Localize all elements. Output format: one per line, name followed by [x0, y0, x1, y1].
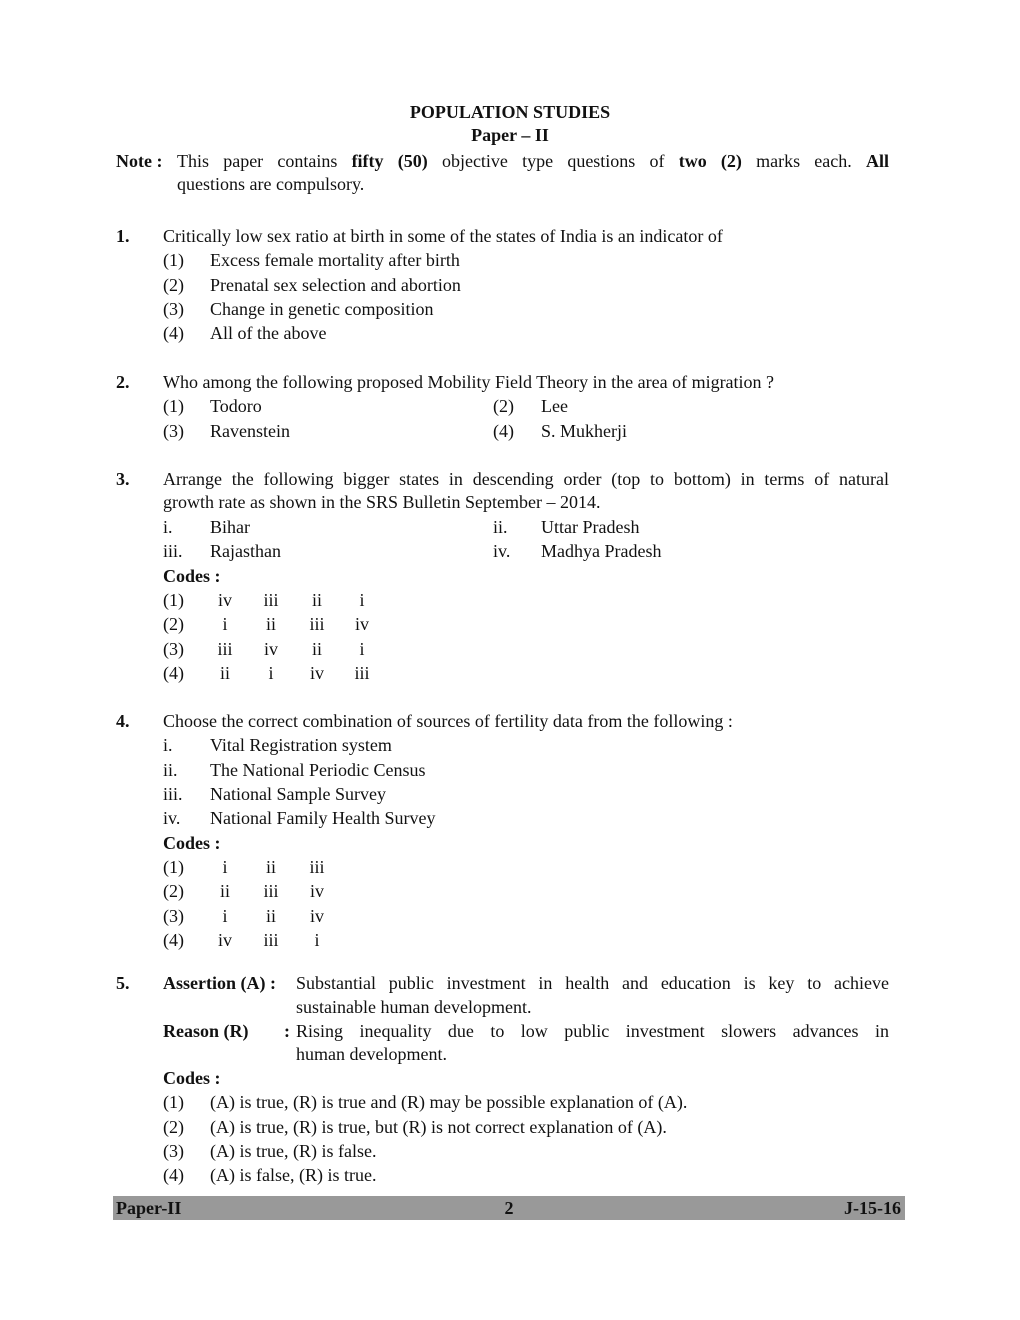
code-option-number: (2)	[163, 614, 184, 635]
code-value: ii	[219, 881, 230, 902]
code-value: iv	[217, 929, 232, 950]
codes-label: Codes :	[163, 1068, 221, 1088]
code-option-number: (1)	[163, 857, 184, 877]
code-value: iii	[263, 590, 279, 610]
option-text: All of the above	[210, 323, 327, 343]
option-number: (2)	[493, 396, 514, 416]
note-line-2: questions are compulsory.	[177, 174, 365, 194]
item-number: iii.	[163, 541, 183, 561]
option-number: (3)	[163, 299, 184, 319]
code-value: i	[222, 905, 228, 926]
code-value: i	[268, 662, 274, 683]
assertion-text: Substantial public investment in health and education is key to achieve	[296, 973, 889, 993]
code-value: iv	[309, 905, 324, 926]
item-text: The National Periodic Census	[210, 760, 426, 780]
item-number: ii.	[493, 517, 508, 537]
question-text: growth rate as shown in the SRS Bulletin September – 2014.	[163, 492, 601, 512]
footer-code: J-15-16	[844, 1198, 901, 1218]
code-value: iii	[263, 929, 279, 950]
code-value: ii	[311, 638, 322, 659]
reason-colon: :	[284, 1021, 290, 1041]
code-value: iii	[309, 614, 325, 635]
code-value: iii	[309, 857, 325, 877]
page-footer	[113, 1196, 905, 1220]
option-text: Todoro	[210, 396, 262, 416]
assertion-text: sustainable human development.	[296, 997, 532, 1017]
code-option-number: (4)	[163, 662, 184, 683]
page-number: 2	[504, 1198, 514, 1218]
question-number: 1.	[116, 226, 130, 246]
code-value: ii	[265, 614, 276, 635]
option-number: (4)	[493, 421, 514, 441]
question-number: 5.	[116, 973, 130, 993]
code-value: iv	[309, 881, 324, 902]
item-number: i.	[163, 735, 173, 755]
question-number: 4.	[116, 711, 130, 731]
code-value: ii	[265, 905, 276, 926]
item-number: ii.	[163, 760, 178, 780]
code-value: i	[222, 857, 228, 877]
option-text: (A) is false, (R) is true.	[210, 1165, 377, 1185]
item-text: Rajasthan	[210, 541, 281, 561]
option-text: (A) is true, (R) is true, but (R) is not correct explanation of (A).	[210, 1117, 667, 1137]
code-option-number: (1)	[163, 590, 184, 610]
question-text: Choose the correct combination of sources of fertility data from the following :	[163, 711, 733, 731]
paper-subtitle: Paper – II	[471, 125, 549, 145]
item-text: Madhya Pradesh	[541, 541, 662, 561]
code-option-number: (4)	[163, 929, 184, 950]
option-number: (3)	[163, 1141, 184, 1161]
code-value: ii	[311, 590, 322, 610]
code-value: iv	[309, 662, 324, 683]
code-option-number: (3)	[163, 905, 184, 926]
note-label: Note :	[116, 151, 163, 171]
code-value: ii	[265, 857, 276, 877]
item-number: iv.	[163, 808, 181, 828]
question-text: Critically low sex ratio at birth in some of the states of India is an indicator of	[163, 226, 723, 246]
codes-label: Codes :	[163, 566, 221, 586]
text: fifty (50)	[351, 151, 428, 171]
option-number: (2)	[163, 275, 184, 295]
assertion-label: Assertion (A) :	[163, 973, 276, 993]
code-value: iv	[263, 638, 278, 659]
text: objective type questions of	[427, 151, 679, 171]
code-value: iii	[354, 662, 370, 683]
option-number: (4)	[163, 323, 184, 343]
option-number: (1)	[163, 250, 184, 270]
question-number: 3.	[116, 469, 130, 489]
codes-label: Codes :	[163, 833, 221, 853]
code-value: i	[359, 638, 365, 659]
code-option-number: (3)	[163, 638, 184, 659]
option-text: Prenatal sex selection and abortion	[210, 275, 461, 295]
option-number: (2)	[163, 1117, 184, 1137]
option-text: S. Mukherji	[541, 421, 628, 441]
code-value: iii	[263, 881, 279, 902]
item-number: i.	[163, 517, 173, 537]
question-text: Who among the following proposed Mobility Field Theory in the area of migration ?	[163, 372, 775, 392]
option-number: (1)	[163, 396, 184, 416]
option-number: (3)	[163, 421, 184, 441]
question-number: 2.	[116, 372, 130, 392]
code-value: ii	[219, 662, 230, 683]
code-value: i	[222, 614, 228, 635]
option-number: (4)	[163, 1165, 184, 1185]
code-value: i	[359, 590, 365, 610]
item-text: National Sample Survey	[210, 784, 386, 804]
code-value: iv	[354, 614, 369, 635]
option-text: (A) is true, (R) is false.	[210, 1141, 377, 1161]
text: two (2)	[678, 151, 742, 171]
option-text: Excess female mortality after birth	[210, 250, 460, 270]
reason-text: Rising inequality due to low public investment slowers advances in	[296, 1021, 889, 1041]
item-text: Uttar Pradesh	[541, 517, 640, 537]
reason-text: human development.	[296, 1044, 447, 1064]
code-value: i	[314, 929, 320, 950]
question-text: Arrange the following bigger states in descending order (top to bottom) in terms of natural	[163, 469, 889, 489]
text: This paper contains	[177, 151, 352, 171]
item-number: iv.	[493, 541, 511, 561]
item-text: National Family Health Survey	[210, 808, 436, 828]
code-option-number: (2)	[163, 881, 184, 902]
note-line-1	[177, 149, 889, 173]
code-value: iv	[217, 590, 232, 610]
option-number: (1)	[163, 1092, 184, 1112]
code-value: iii	[217, 638, 233, 659]
item-number: iii.	[163, 784, 183, 804]
text: All	[865, 151, 889, 171]
option-text: Ravenstein	[210, 421, 290, 441]
option-text: (A) is true, (R) is true and (R) may be possible explanation of (A).	[210, 1092, 688, 1112]
item-text: Vital Registration system	[210, 735, 392, 755]
option-text: Lee	[541, 396, 568, 416]
reason-label: Reason (R)	[163, 1021, 249, 1041]
option-text: Change in genetic composition	[210, 299, 434, 319]
item-text: Bihar	[210, 517, 250, 537]
footer-paper-label: Paper-II	[116, 1198, 182, 1218]
paper-title: POPULATION STUDIES	[409, 102, 611, 122]
text: marks each.	[741, 151, 866, 171]
